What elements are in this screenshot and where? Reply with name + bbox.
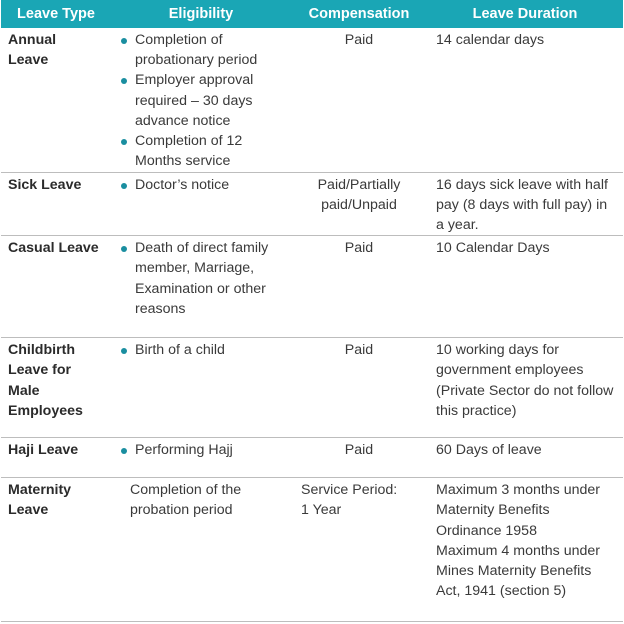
list-item: Death of direct family member, Marriage, Examination or other reasons [120,238,291,319]
header-compensation: Compensation [291,0,427,28]
duration-cell: 14 calendar days [427,28,623,172]
header-eligibility: Eligibility [111,0,291,28]
eligibility-list [120,238,291,319]
compensation-cell: Paid [291,438,427,478]
duration-cell: 10 working days for government employees (Private Sector do not follow this practice) [427,338,623,438]
eligibility-list [120,340,291,360]
compensation-cell: Paid/Partially paid/Unpaid [291,172,427,236]
eligibility-cell [111,236,291,338]
duration-line: Maximum 3 months under Maternity Benefits Ordinance 1958 [436,482,601,539]
duration-cell: 16 days sick leave with half pay (8 days with full pay) in a year. [427,172,623,236]
table-row [1,172,623,236]
bullet-icon [121,448,127,454]
table-row [1,438,623,478]
eligibility-list [120,440,291,460]
eligibility-list [120,175,291,195]
bullet-icon [121,246,127,252]
eligibility-cell [111,28,291,172]
leave-type-cell: Childbirth Leave for Male Employees [1,338,111,438]
table-row [1,28,623,172]
bullet-icon [121,38,127,44]
table-row [1,236,623,338]
leave-type-cell: Maternity Leave [1,478,111,622]
compensation-cell: Paid [291,28,427,172]
duration-cell: 60 Days of leave [427,438,623,478]
table-row [1,478,623,622]
leave-table [1,0,623,622]
eligibility-cell [111,478,291,622]
leave-type-cell: Sick Leave [1,172,111,236]
header-row [1,0,623,28]
duration-cell [427,478,623,622]
header-leave-type: Leave Type [1,0,111,28]
leave-type-cell: Casual Leave [1,236,111,338]
eligibility-cell [111,338,291,438]
compensation-cell: Paid [291,236,427,338]
duration-line: Maximum 4 months under Mines Maternity Benefits Act, 1941 (section 5) [436,542,601,600]
bullet-icon [121,183,127,189]
list-item: Birth of a child [120,340,291,360]
bullet-icon [121,78,127,84]
header-leave-duration: Leave Duration [427,0,623,28]
compensation-cell: Service Period: 1 Year [291,478,427,622]
list-item: Completion of 12 Months service [120,131,291,171]
leave-type-cell: Annual Leave [1,28,111,172]
eligibility-cell [111,172,291,236]
list-item: Performing Hajj [120,440,291,460]
eligibility-cell [111,438,291,478]
eligibility-text: Completion of the probation period [130,482,242,519]
list-item: Doctor’s notice [120,175,291,195]
list-item: Employer approval required – 30 days advance notice [120,70,291,131]
bullet-icon [121,348,127,354]
eligibility-list [120,30,291,171]
duration-cell: 10 Calendar Days [427,236,623,338]
compensation-cell: Paid [291,338,427,438]
list-item: Completion of probationary period [120,30,291,70]
bullet-icon [121,139,127,145]
leave-type-cell: Haji Leave [1,438,111,478]
table-row [1,338,623,438]
